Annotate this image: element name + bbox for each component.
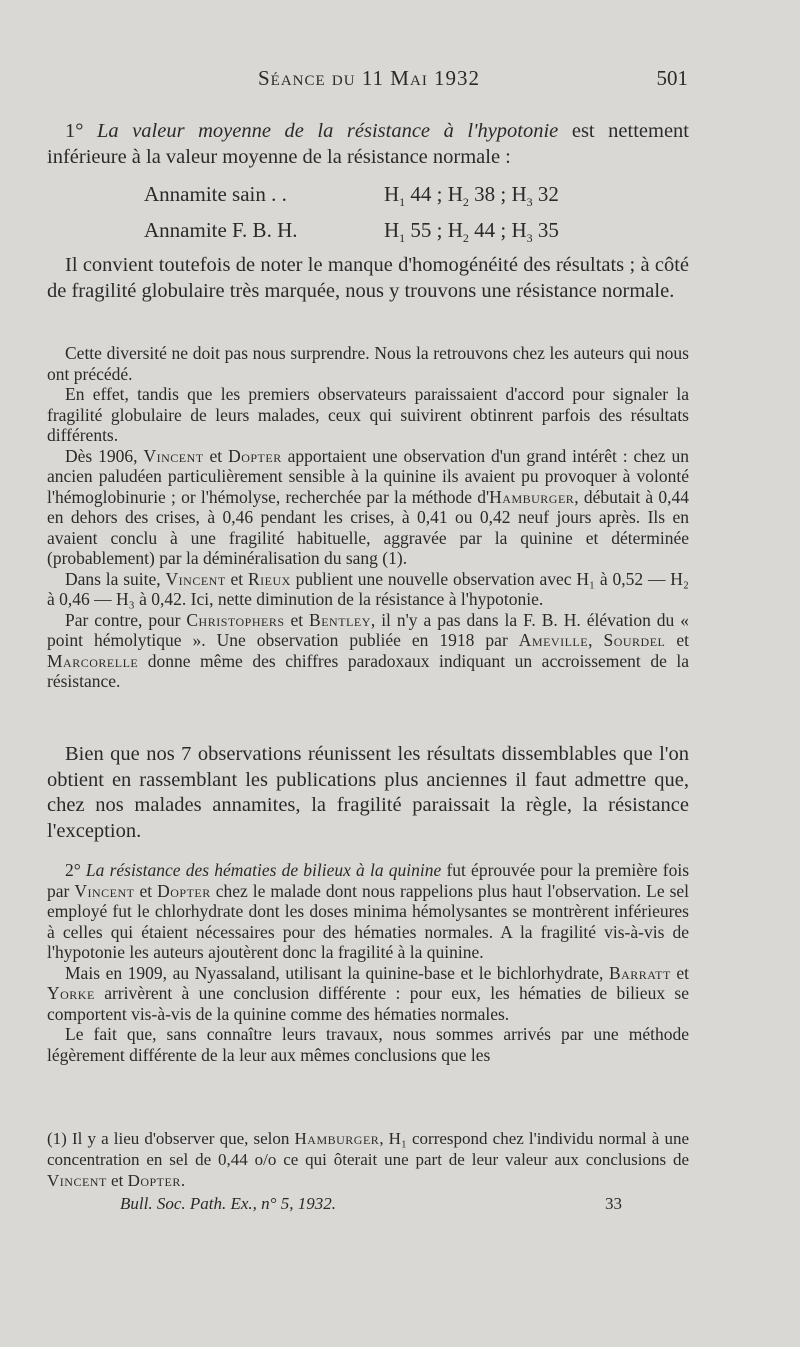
table-row: Annamite F. B. H. $H_1$ 55 ; $H_2$ 44 ; $H_3$ 35 [144, 218, 559, 246]
paragraph-par-contre: Par contre, pour Christophers et Bentley, il n'y a pas dans la F. B. H. élévation du « point hémolytique ». Une observation publiée en 1918 par Ameville, Sourdel et Marcorelle donne même des chiffres paradoxaux indiquant un accroissement de la résistance. [47, 609, 690, 691]
sheet-number: 33 [605, 1194, 622, 1213]
paragraph-mais-en-1909: Mais en 1909, au Nyassaland, utilisant la quinine-base et le bichlorhydrate, Barratt et Yorke arrivèrent à une conclusion différente : pour eux, les hématies de bilieux se comportent vis-à-vis de la quinine comme des hématies normales. [47, 962, 690, 1024]
running-header [48, 66, 688, 96]
author-name: Vincent [143, 445, 204, 466]
author-name: Christophers [186, 609, 285, 630]
author-name: Dopter [157, 880, 211, 901]
author-name: Hamburger [294, 1129, 380, 1148]
italic-heading: La résistance des hématies de bilieux à la quinine [85, 860, 442, 880]
author-name: Vincent [47, 1171, 107, 1190]
paragraph-des-1906: Dès 1906, Vincent et Dopter apportaient une observation d'un grand intérêt : chez un ancien paludéen particulièrement sensible à la quinine ils avaient pu provoquer à volonté l'hémoglobinurie ; or l'hémolyse, recherchée par la méthode d'Hamburger, débutait à 0,44 en dehors des crises, à 0,46 pendant les crises, à 0,41 ou 0,42 neuf jours après. Ils en avaient conclu à une fragilité habituelle, aggravée par la quinine et déterminée (probablement) par la déminéralisation du sang (1). [47, 445, 690, 568]
paragraph-quinine: 2° La résistance des hématies de bilieux à la quinine fut éprouvée pour la première fois par Vincent et Dopter chez le malade dont nous rappelions plus haut l'observation. Le sel employé fut le chlorhydrate dont les doses minima hémolysantes se montrèrent inférieures à celles qui étaient nécessaires pour des hématies normales. A la fragilité vis-à-vis de l'hypotonie les auteurs ajoutèrent donc la fragilité à la quinine. [47, 860, 690, 962]
author-name: Dopter [127, 1171, 181, 1190]
header-title: Séance du 11 Mai 1932 [258, 66, 481, 90]
page-number: 501 [656, 66, 688, 90]
author-name: Ameville [518, 630, 589, 650]
paragraph-homogeneite: Il convient toutefois de noter le manque d'homogénéité des résultats ; à côté de fragilité globulaire très marquée, nous y trouvons une résistance normale. [47, 254, 689, 302]
paragraph-le-fait-que: Le fait que, sans connaître leurs travaux, nous sommes arrivés par une méthode légèrement différente de la leur aux mêmes conclusions que les [47, 1024, 689, 1065]
small-print-block-2 [47, 860, 689, 1065]
author-name: Yorke [47, 983, 95, 1003]
italic-heading: La valeur moyenne de la résistance à l'hypotonie [97, 120, 559, 142]
paragraph-en-effet: En effet, tandis que les premiers observateurs paraissaient d'accord pour signaler la fragilité globulaire de leurs malades, ceux qui suivirent obtinrent parfois des résultats différents. [47, 384, 689, 445]
author-name: Marcorelle [47, 650, 139, 671]
paragraph-bien-que: Bien que nos 7 observations réunissent les résultats dissemblables que l'on obtient en rassemblant les publications plus anciennes il faut admettre que, chez nos malades annamites, la fragilité paraissait la règle, la résistance l'exception. [47, 743, 689, 842]
author-name: Hamburger [489, 486, 575, 507]
author-name: Barratt [608, 962, 671, 983]
author-name: Dopter [228, 445, 282, 466]
author-name: Vincent [74, 880, 135, 901]
author-name: Bentley [309, 609, 371, 630]
author-name: Sourdel [603, 630, 666, 650]
paragraph-diversite: Cette diversité ne doit pas nous surprendre. Nous la retrouvons chez les auteurs qui nous ont précédé. [47, 343, 689, 384]
paragraph-hypotonie: 1° La valeur moyenne de la résistance à l'hypotonie est nettement inférieure à la valeur moyenne de la résistance normale : [47, 120, 689, 168]
page-footer [120, 1194, 680, 1214]
item-number: 1° [65, 120, 84, 142]
paragraph-dans-la-suite: Dans la suite, Vincent et Rieux publient une nouvelle observation avec H₁ à 0,52 — H₂ à 0,46 — H₃ à 0,42. Ici, nette diminution de la résistance à l'hypotonie. [47, 568, 690, 609]
journal-reference: Bull. Soc. Path. Ex., n° 5, 1932. [120, 1194, 336, 1213]
author-name: Vincent [165, 568, 226, 589]
footnote: (1) Il y a lieu d'observer que, selon Hamburger, H₁ correspond chez l'individu normal à une concentration en sel de 0,44 o/o ce qui ôterait une part de leur valeur aux conclusions de Vincent et Dopter. [47, 1129, 689, 1190]
author-name: Rieux [247, 568, 291, 589]
table-row: Annamite sain . . $H_1$ 44 ; $H_2$ 38 ; $H_3$ 32 [144, 182, 559, 210]
item-number: 2° [65, 860, 81, 880]
resistance-table [144, 180, 559, 252]
small-print-block-1 [47, 343, 689, 692]
